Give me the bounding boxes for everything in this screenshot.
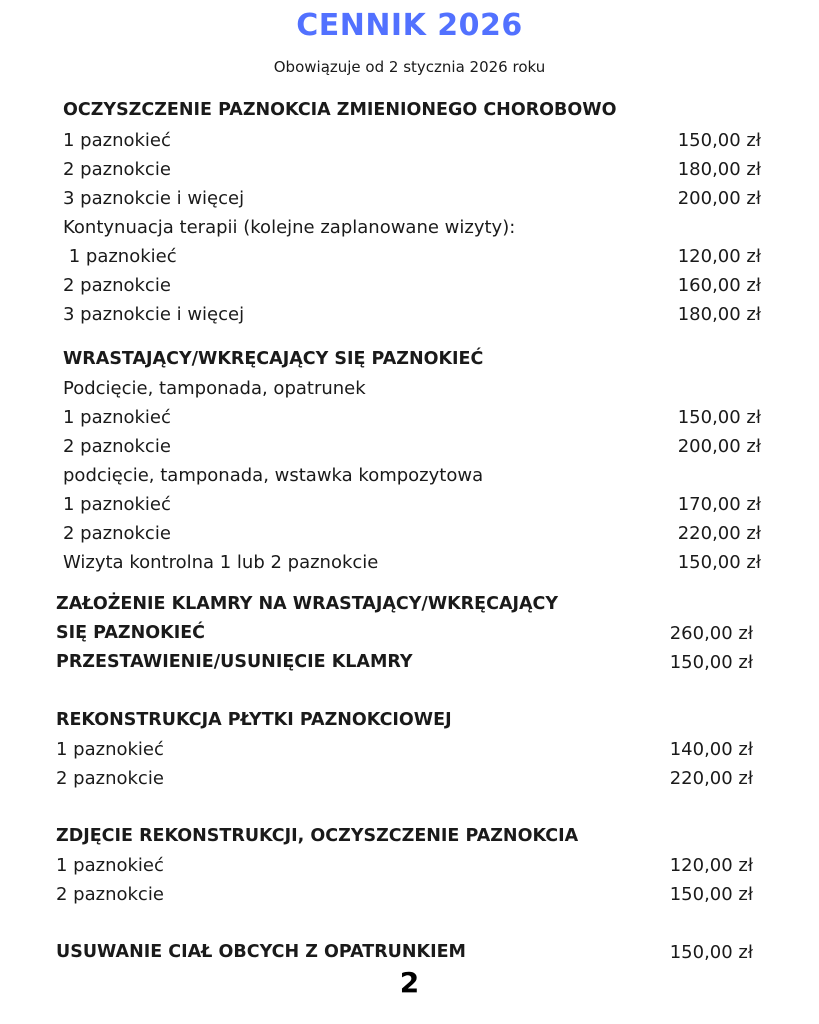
price-row (63, 548, 761, 577)
price-row (63, 126, 761, 155)
effective-date: Obowiązuje od 2 stycznia 2026 roku (273, 58, 546, 76)
service-label: 1 paznokieć (63, 494, 171, 515)
price-row (63, 155, 761, 184)
price-row (63, 432, 761, 461)
price-row (56, 851, 753, 880)
service-price: 150,00 zł (669, 884, 753, 905)
service-price: 200,00 zł (677, 436, 761, 457)
service-price: 170,00 zł (677, 494, 761, 515)
section-heading-text: ZAŁOŻENIE KLAMRY NA WRASTAJĄCY/WKRĘCAJĄCY (56, 594, 559, 614)
service-label: 2 paznokcie (63, 436, 171, 457)
subsection-label (63, 374, 761, 403)
service-label: PRZESTAWIENIE/USUNIĘCIE KLAMRY (56, 652, 413, 672)
service-price: 180,00 zł (677, 159, 761, 180)
service-price: 150,00 zł (677, 130, 761, 151)
price-row (63, 490, 761, 519)
service-price: 220,00 zł (669, 768, 753, 789)
section-heading (56, 590, 753, 619)
section-heading (56, 706, 753, 735)
service-price: 150,00 zł (669, 652, 753, 673)
service-label: 2 paznokcie (56, 884, 164, 905)
service-label: Kontynuacja terapii (kolejne zaplanowane wizyty): (63, 217, 516, 238)
price-row (56, 648, 753, 677)
section-heading-text: SIĘ PAZNOKIEĆ (56, 623, 206, 643)
page-title: CENNIK 2026 (296, 8, 523, 43)
service-label: Wizyta kontrolna 1 lub 2 paznokcie (63, 552, 379, 573)
section-heading-text: REKONSTRUKCJA PŁYTKI PAZNOKCIOWEJ (56, 710, 452, 730)
service-label: 2 paznokcie (63, 275, 171, 296)
service-label: 2 paznokcie (56, 768, 164, 789)
service-price: 150,00 zł (677, 552, 761, 573)
price-row (56, 764, 753, 793)
service-label: 1 paznokieć (63, 246, 177, 267)
section-heading-text: USUWANIE CIAŁ OBCYCH Z OPATRUNKIEM (56, 942, 466, 962)
price-row (63, 403, 761, 432)
service-label: 1 paznokieć (56, 855, 164, 876)
price-row (63, 519, 761, 548)
section-heading-text: WRASTAJĄCY/WKRĘCAJĄCY SIĘ PAZNOKIEĆ (63, 349, 484, 369)
price-row (63, 271, 761, 300)
service-price: 160,00 zł (677, 275, 761, 296)
service-label: 2 paznokcie (63, 159, 171, 180)
price-row (56, 735, 753, 764)
service-price: 260,00 zł (669, 623, 753, 644)
service-label: Podcięcie, tamponada, opatrunek (63, 378, 366, 399)
price-row (63, 184, 761, 213)
subsection-label (63, 213, 761, 242)
service-price: 120,00 zł (677, 246, 761, 267)
section-heading-text: OCZYSZCZENIE PAZNOKCIA ZMIENIONEGO CHOROBOWO (63, 100, 617, 120)
service-price: 120,00 zł (669, 855, 753, 876)
subsection-label (63, 461, 761, 490)
service-label: podcięcie, tamponada, wstawka kompozytowa (63, 465, 484, 486)
page-number: 2 (399, 966, 420, 999)
service-price: 180,00 zł (677, 304, 761, 325)
service-price: 200,00 zł (677, 188, 761, 209)
section-heading (56, 619, 753, 648)
section-heading (56, 822, 753, 851)
service-price: 150,00 zł (677, 407, 761, 428)
service-label: 1 paznokieć (56, 739, 164, 760)
section-heading (56, 938, 753, 967)
service-label: 3 paznokcie i więcej (63, 304, 245, 325)
service-price: 140,00 zł (669, 739, 753, 760)
price-row (63, 242, 761, 271)
service-label: 2 paznokcie (63, 523, 171, 544)
service-label: 1 paznokieć (63, 130, 171, 151)
service-label: 3 paznokcie i więcej (63, 188, 245, 209)
service-price: 150,00 zł (669, 942, 753, 963)
service-price: 220,00 zł (677, 523, 761, 544)
section-heading-text: ZDJĘCIE REKONSTRUKCJI, OCZYSZCZENIE PAZNOKCIA (56, 826, 579, 846)
service-label: 1 paznokieć (63, 407, 171, 428)
price-row (56, 880, 753, 909)
section-heading (63, 345, 761, 374)
section-heading (63, 96, 761, 125)
price-row (63, 300, 761, 329)
